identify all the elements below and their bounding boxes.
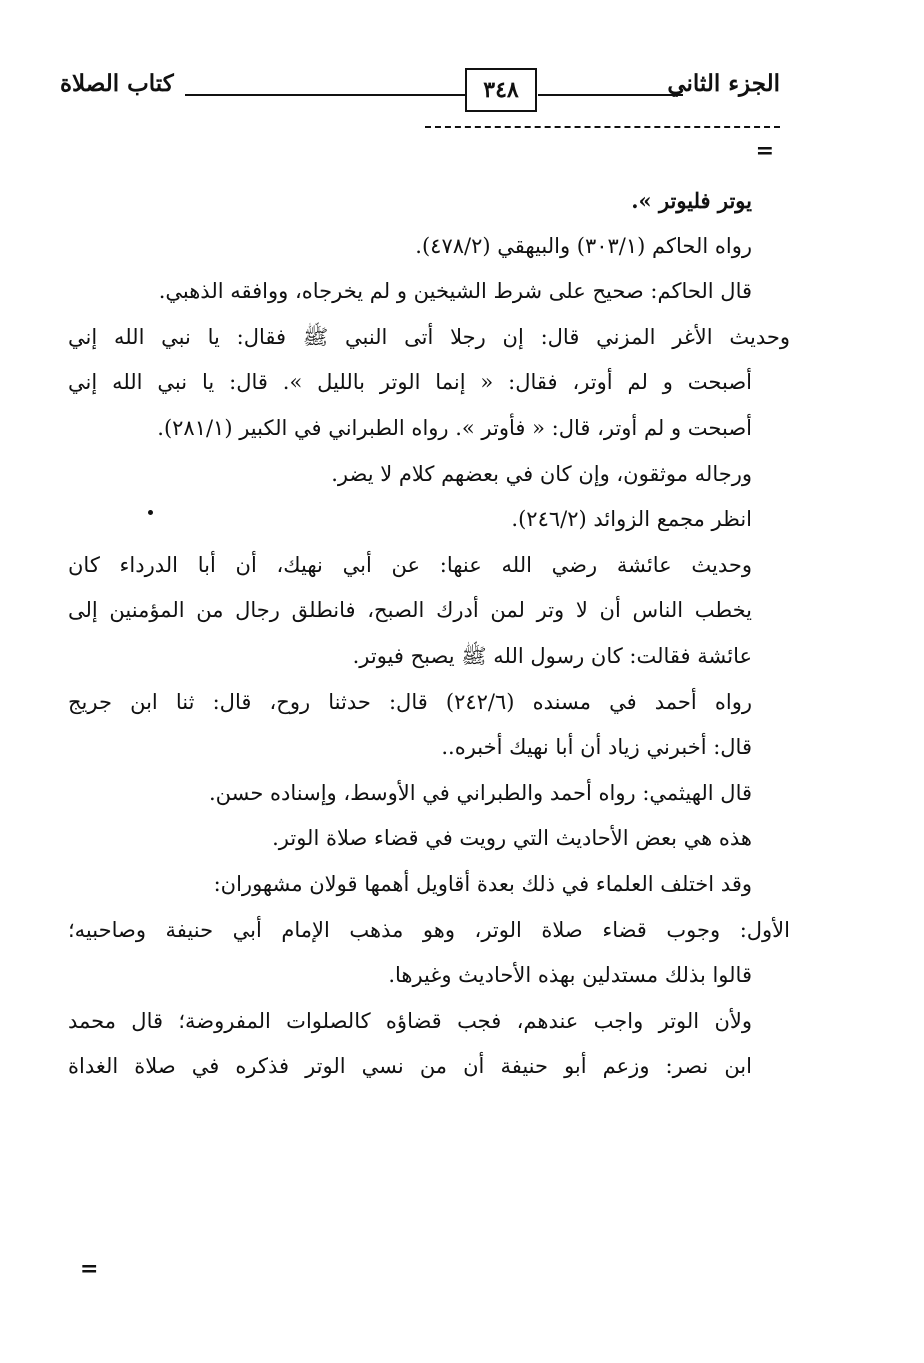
- text-line: قال الهيثمي: رواه أحمد والطبراني في الأوسط، وإسناده حسن.: [208, 780, 752, 805]
- text-line: رواه الحاكم (٣٠٣/١) والبيهقي (٤٧٨/٢).: [415, 233, 752, 258]
- text-line: ابن نصر: وزعم أبو حنيفة أن من نسي الوتر فذكره في صلاة الغداة: [68, 1054, 752, 1079]
- text-line: أصبحت و لم أوتر، فقال: « إنما الوتر بالليل ». قال: يا نبي الله إني: [68, 370, 752, 395]
- header-rule-left: [185, 94, 465, 96]
- text-line: ولأن الوتر واجب عندهم، فجب قضاؤه كالصلوات المفروضة؛ قال محمد: [68, 1008, 752, 1033]
- text-line: انظر مجمع الزوائد (٢٤٦/٢).: [511, 507, 752, 532]
- text-line: وحديث عائشة رضي الله عنها: عن أبي نهيك، أن أبا الدرداء كان: [68, 552, 752, 577]
- text-line: وحديث الأغر المزني قال: إن رجلا أتى النبي ﷺ فقال: يا نبي الله إني: [68, 324, 790, 349]
- continuation-mark-bottom: =: [80, 1256, 99, 1282]
- text-line: هذه هي بعض الأحاديث التي رويت في قضاء صلاة الوتر.: [272, 826, 752, 851]
- part-title: الجزء الثاني: [667, 70, 780, 97]
- book-title: كتاب الصلاة: [60, 70, 174, 97]
- text-line: الأول: وجوب قضاء صلاة الوتر، وهو مذهب الإمام أبي حنيفة وصاحبيه؛: [68, 917, 790, 942]
- text-line: ورجاله موثقون، وإن كان في بعضهم كلام لا يضر.: [331, 461, 752, 486]
- text-line: قالوا بذلك مستدلين بهذه الأحاديث وغيرها.: [388, 963, 752, 988]
- running-header: [60, 60, 780, 122]
- page-number: ٣٤٨: [465, 68, 537, 112]
- page-body: [68, 178, 790, 1090]
- text-line: قال الحاكم: صحيح على شرط الشيخين و لم يخرجاه، ووافقه الذهبي.: [158, 279, 752, 304]
- text-line: وقد اختلف العلماء في ذلك بعدة أقاويل أهمها قولان مشهوران:: [213, 871, 752, 896]
- text-line: عائشة فقالت: كان رسول الله ﷺ يصبح فيوتر.: [352, 643, 752, 668]
- continuation-mark-top: =: [755, 138, 774, 164]
- text-line: أصبحت و لم أوتر، قال: « فأوتر ». رواه الطبراني في الكبير (٢٨١/١).: [157, 415, 752, 440]
- text-line: يخطب الناس أن لا وتر لمن أدرك الصبح، فانطلق رجال من المؤمنين إلى: [68, 598, 752, 623]
- text-line: رواه أحمد في مسنده (٢٤٢/٦) قال: حدثنا روح، قال: ثنا ابن جريج: [68, 689, 752, 714]
- header-rule-right: [538, 94, 683, 96]
- dashed-divider: [425, 126, 780, 128]
- text-line: يوتر فليوتر ».: [631, 188, 752, 213]
- text-line: قال: أخبرني زياد أن أبا نهيك أخبره..: [441, 735, 752, 760]
